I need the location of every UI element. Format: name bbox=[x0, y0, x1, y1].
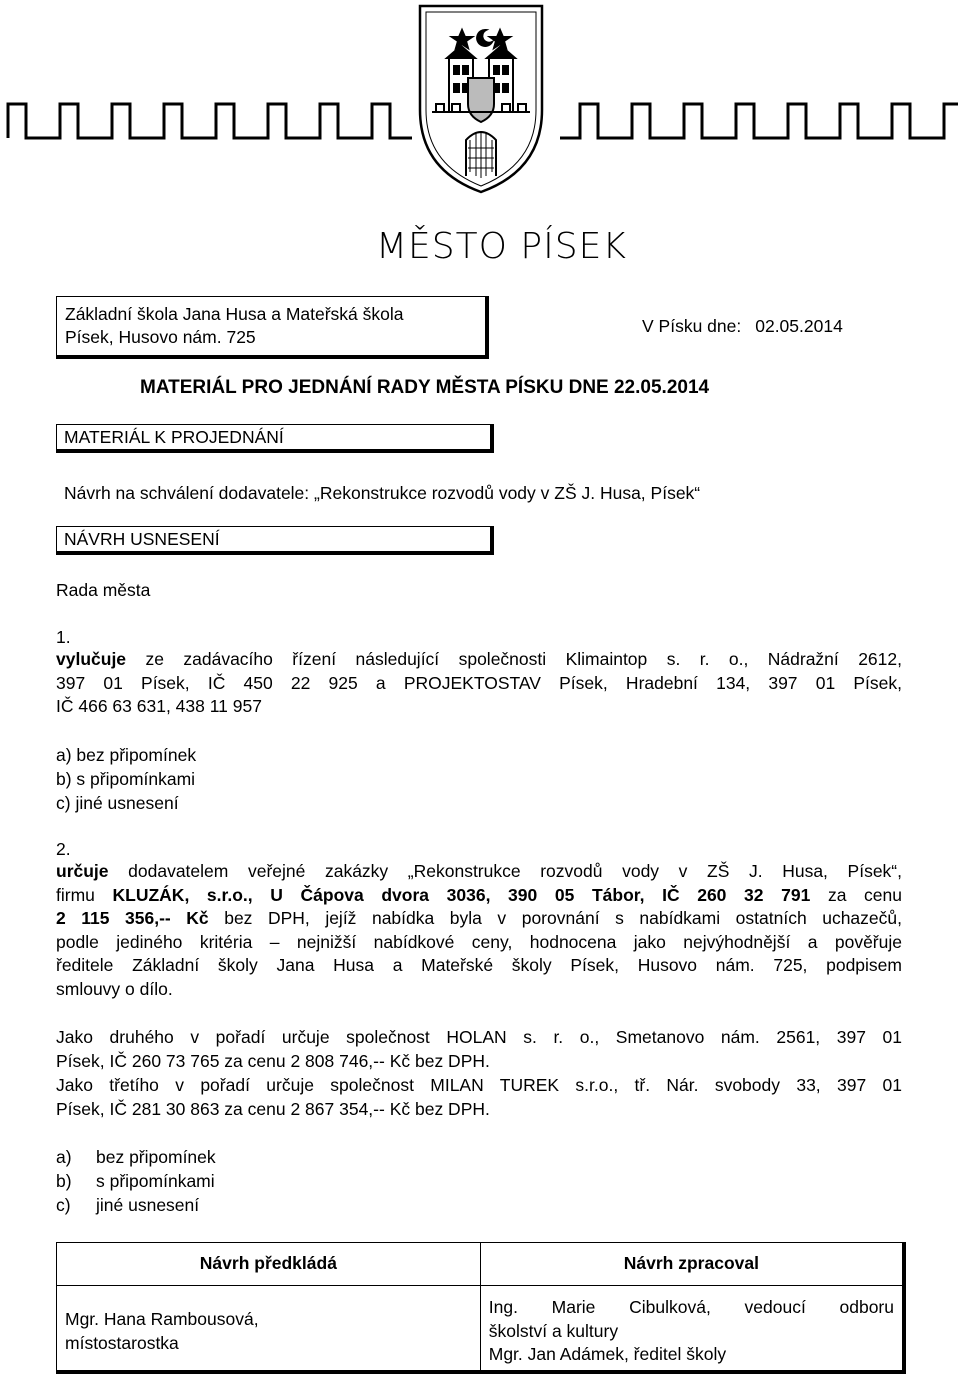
proposer-cell bbox=[57, 1286, 481, 1373]
winner-price: 2 115 356,-- Kč bbox=[56, 908, 209, 928]
winner-company: KLUZÁK, s.r.o., U Čápova dvora 3036, 390 05 Tábor, IČ 260 32 791 bbox=[112, 884, 811, 905]
point-2-option-c: c) jiné usnesení bbox=[56, 1195, 200, 1215]
proposer-role: místostarostka bbox=[65, 1332, 179, 1353]
coat-of-arms-logo bbox=[420, 6, 542, 192]
city-title: MĚSTO PÍSEK bbox=[376, 226, 627, 267]
sender-line-1: Základní škola Jana Husa a Mateřská škola bbox=[65, 304, 404, 324]
material-section-header: MATERIÁL K PROJEDNÁNÍ bbox=[56, 424, 494, 453]
main-title: MATERIÁL PRO JEDNÁNÍ RADY MĚSTA PÍSKU DNE 22.05.2014 bbox=[140, 377, 710, 398]
third-place-text: Jako třetího v pořadí určuje společnost MILAN TUREK s.r.o., tř. Nár. svobody 33, 397 01 Písek, IČ 281 30 863 za cenu 2 867 354,-- Kč bez DPH. bbox=[56, 1075, 902, 1119]
point-1-verb: vylučuje bbox=[56, 649, 127, 669]
proposer-name: Mgr. Hana Rambousová, bbox=[65, 1309, 259, 1329]
material-description: Návrh na schválení dodavatele: „Rekonstrukce rozvodů vody v ZŠ J. Husa, Písek“ bbox=[64, 483, 701, 503]
proposer-header: Návrh předkládá bbox=[57, 1243, 481, 1286]
point-1-options bbox=[56, 743, 196, 815]
point-1-line-3: IČ 466 63 631, 438 11 957 bbox=[56, 696, 262, 716]
point-2-number: 2. bbox=[56, 839, 71, 859]
point-2-line-6: smlouvy o dílo. bbox=[56, 978, 173, 999]
point-2-line-3: 2 115 356,-- Kč bez DPH, jejíž nabídka byla v porovnání s nabídkami ostatních uchazečů, bbox=[56, 908, 902, 928]
point-1-line-2: 397 01 Písek, IČ 450 22 925 a PROJEKTOSTAV Písek, Hradební 134, 397 01 Písek, bbox=[56, 672, 902, 693]
second-place-text: Jako druhého v pořadí určuje společnost HOLAN s. r. o., Smetanovo nám. 2561, 397 01 Písek, IČ 260 73 765 za cenu 2 808 746,-- Kč bez DPH. bbox=[56, 1027, 902, 1071]
point-1-number: 1. bbox=[56, 627, 71, 647]
point-2-option-b: b) s připomínkami bbox=[56, 1171, 215, 1191]
date-value: 02.05.2014 bbox=[755, 316, 843, 336]
date-label: V Písku dne: bbox=[642, 316, 742, 336]
sender-line-2: Písek, Husovo nám. 725 bbox=[65, 327, 256, 347]
point-2-line-1: určuje dodavatelem veřejné zakázky „Rekonstrukce rozvodů vody v ZŠ J. Husa, Písek“, bbox=[56, 861, 902, 881]
point-2-verb: určuje bbox=[56, 861, 109, 881]
author-line-1: Ing. Marie Cibulková, vedoucí odboru bbox=[488, 1297, 894, 1317]
council-label: Rada města bbox=[56, 580, 151, 600]
author-header: Návrh zpracoval bbox=[480, 1243, 904, 1286]
point-1-text bbox=[56, 648, 902, 719]
author-line-2: školství a kultury bbox=[488, 1320, 619, 1341]
point-1-option-c: c) jiné usnesení bbox=[56, 793, 179, 813]
signature-table bbox=[56, 1242, 906, 1374]
point-2-options bbox=[56, 1145, 216, 1217]
header-graphic bbox=[0, 0, 960, 210]
point-2-option-a: a) bez připomínek bbox=[56, 1147, 216, 1167]
point-1-option-b: b) s připomínkami bbox=[56, 769, 196, 789]
author-cell bbox=[480, 1286, 904, 1373]
point-2-line-4: podle jediného kritéria – nejnižší nabídkové ceny, hodnocena jako nejvýhodnější a pověřuje bbox=[56, 931, 902, 952]
point-1-line-1: vylučuje ze zadávacího řízení následující společnosti Klimaintop s. r. o., Nádražní 2612, bbox=[56, 649, 902, 669]
point-2-line-2: firmu KLUZÁK, s.r.o., U Čápova dvora 3036, 390 05 Tábor, IČ 260 32 791 za cenu bbox=[56, 884, 903, 905]
resolution-section-header: NÁVRH USNESENÍ bbox=[56, 526, 494, 555]
point-2-text bbox=[56, 860, 902, 1001]
author-line-3: Mgr. Jan Adámek, ředitel školy bbox=[488, 1344, 727, 1364]
point-2-line-5: ředitele Základní školy Jana Husa a Mateřské školy Písek, Husovo nám. 725, podpisem bbox=[56, 955, 902, 975]
date-line bbox=[642, 316, 843, 337]
sender-box bbox=[56, 296, 489, 359]
point-1-option-a: a) bez připomínek bbox=[56, 745, 197, 765]
